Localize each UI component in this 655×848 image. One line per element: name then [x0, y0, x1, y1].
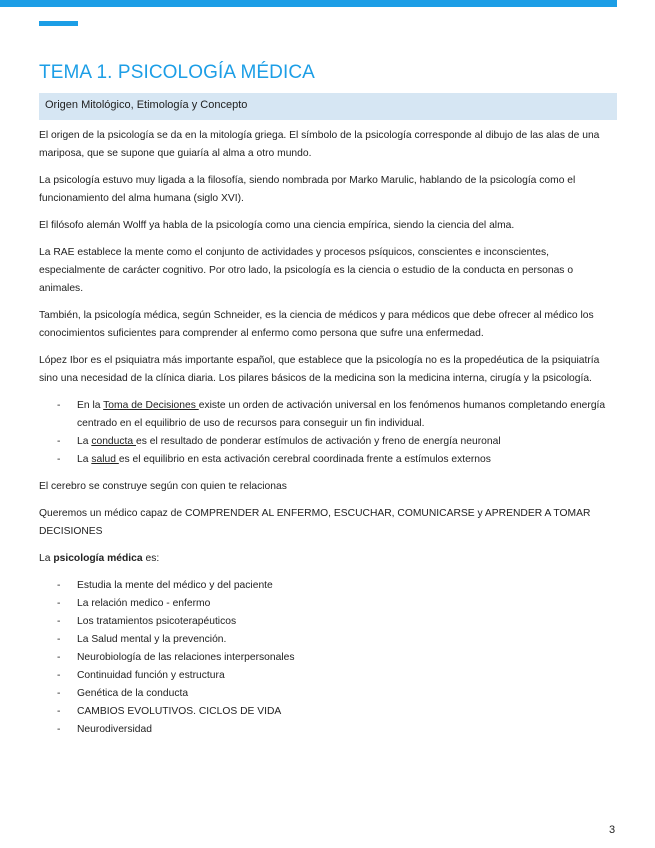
term-toma-de-decisiones: Toma de Decisiones — [103, 400, 199, 411]
bullet-dash: - — [57, 652, 61, 663]
paragraph-philosophy: La psicología estuvo muy ligada a la filosofía, siendo nombrada por Marko Marulic, hablando de la psicología como el funcionamiento del alma humana (siglo XVI). — [39, 175, 576, 204]
topic-text: La Salud mental y la prevención. — [77, 634, 227, 645]
topic-text: Neurobiología de las relaciones interpersonales — [77, 652, 295, 663]
list-item — [39, 613, 617, 631]
bullet-dash: - — [57, 598, 61, 609]
definitions-list — [39, 397, 617, 469]
list-item — [39, 703, 617, 721]
topic-text: Genética de la conducta — [77, 688, 189, 699]
bullet-dash: - — [57, 670, 61, 681]
bullet-dash: - — [57, 454, 61, 465]
topic-text: Estudia la mente del médico y del paciente — [77, 580, 273, 591]
list-item — [39, 667, 617, 685]
paragraph-intro: La psicología médica es: — [39, 553, 160, 564]
top-accent-bar — [0, 0, 617, 7]
bullet-dash: - — [57, 724, 61, 735]
list-item — [39, 649, 617, 667]
paragraph-brain: El cerebro se construye según con quien te relacionas — [39, 481, 287, 492]
list-item: - En la Toma de Decisiones existe un orden de activación universal en los fenómenos humanos completando energía centrado en el equilibrio de uso de recursos para conseguir un fin individual. — [39, 397, 617, 433]
term-conducta: conducta — [91, 436, 136, 447]
topic-text: Neurodiversidad — [77, 724, 152, 735]
topic-text: CAMBIOS EVOLUTIVOS. CICLOS DE VIDA — [77, 706, 282, 717]
document-body — [39, 127, 617, 748]
topic-text: La relación medico - enfermo — [77, 598, 211, 609]
paragraph-wolff: El filósofo alemán Wolff ya habla de la psicología como una ciencia empírica, siendo la ciencia del alma. — [39, 220, 515, 231]
bullet-dash: - — [57, 436, 61, 447]
bold-term: psicología médica — [53, 553, 143, 564]
paragraph-doctor: Queremos un médico capaz de COMPRENDER AL ENFERMO, ESCUCHAR, COMUNICARSE y APRENDER A TOMAR DECISIONES — [39, 508, 591, 537]
bullet-dash: - — [57, 706, 61, 717]
list-item: - La salud es el equilibrio en esta activación cerebral coordinada frente a estímulos externos — [39, 451, 617, 469]
paragraph-origin: El origen de la psicología se da en la mitología griega. El símbolo de la psicología corresponde al dibujo de las alas de una mariposa, que se supone que guiaría al alma a otro mundo. — [39, 130, 600, 159]
list-item — [39, 595, 617, 613]
list-item — [39, 685, 617, 703]
list-item — [39, 577, 617, 595]
topic-text: Continuidad función y estructura — [77, 670, 225, 681]
bullet-dash: - — [57, 688, 61, 699]
topic-text: Los tratamientos psicoterapéuticos — [77, 616, 237, 627]
list-item: - La conducta es el resultado de ponderar estímulos de activación y freno de energía neuronal — [39, 433, 617, 451]
term-salud: salud — [91, 454, 119, 465]
topics-list — [39, 577, 617, 739]
paragraph-rae: La RAE establece la mente como el conjunto de actividades y procesos psíquicos, conscientes e inconscientes, especialmente de carácter cognitivo. Por otro lado, la psicología es la ciencia o estudio de la conducta en personas o animales. — [39, 247, 574, 294]
paragraph-lopez-ibor: López Ibor es el psiquiatra más importante español, que establece que la psicología no es la propedéutica de la psiquiatría sino una necesidad de la clínica diaria. Los pilares básicos de la medicina son la medicina interna, cirugía y la psicología. — [39, 355, 600, 384]
section-subtitle-band — [39, 93, 617, 120]
list-item — [39, 721, 617, 739]
paragraph-schneider: También, la psicología médica, según Schneider, es la ciencia de médicos y para médicos que debe ofrecer al médico los conocimientos suficientes para comprender al enfermo como persona que sufre una enfermedad. — [39, 310, 594, 339]
section-subtitle: Origen Mitológico, Etimología y Concepto — [45, 99, 248, 111]
page-number: 3 — [609, 824, 616, 836]
bullet-dash: - — [57, 400, 61, 411]
bullet-dash: - — [57, 580, 61, 591]
list-item — [39, 631, 617, 649]
bullet-dash: - — [57, 616, 61, 627]
bullet-dash: - — [57, 634, 61, 645]
page-title: TEMA 1. PSICOLOGÍA MÉDICA — [39, 62, 315, 83]
accent-dash — [39, 21, 78, 26]
